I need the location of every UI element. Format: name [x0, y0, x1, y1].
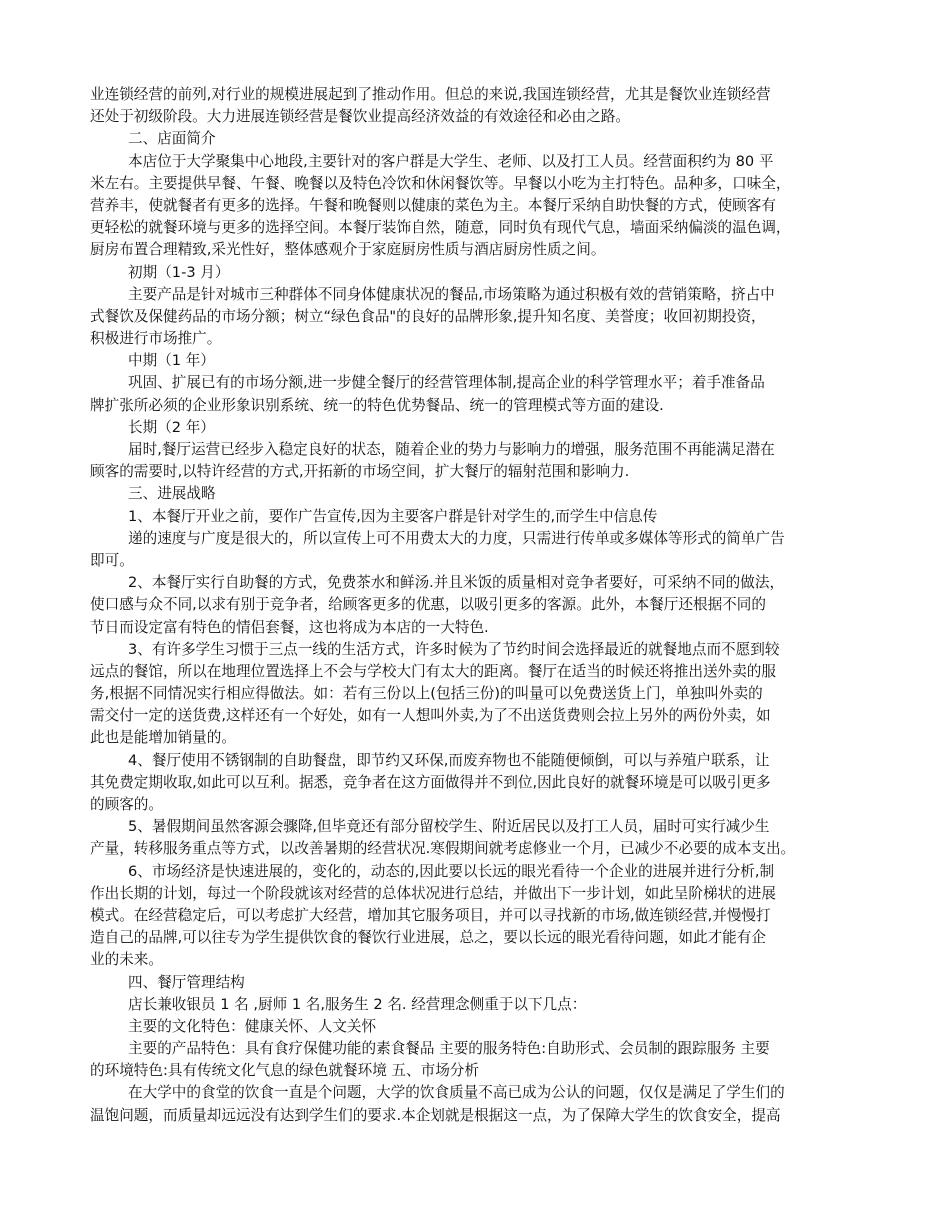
text-line: 温饱问题，而质量却远远没有达到学生们的要求.本企划就是根据这一点，为了保障大学生的饮食安全，提高 [90, 1106, 781, 1124]
text-line: 中期（1 年） [128, 352, 215, 370]
text-line: 届时,餐厅运营已经步入稳定良好的状态，随着企业的势力与影响力的增强，服务范围不再能满足潜在 [128, 441, 775, 458]
text-line: 巩固、扩展已有的市场分额,进一步健全餐厅的经营管理体制,提高企业的科学管理水平；着手准备品 [128, 374, 765, 392]
text-line: 长期（2 年） [128, 418, 215, 436]
text-line: 主要的文化特色：健康关怀、人文关怀 [128, 1017, 377, 1035]
text-line: 本店位于大学聚集中心地段,主要针对的客户群是大学生、老师、以及打工人员。经营面积约为 80 平 [128, 152, 774, 170]
text-line: 的顾客的。 [90, 796, 163, 813]
text-line: 初期（1-3 月） [128, 263, 230, 281]
text-line: 需交付一定的送货费,这样还有一个好处，如有一人想叫外卖,为了不出送货费则会拉上另外的两份外卖，如 [90, 707, 771, 725]
text-line: 业的未来。 [90, 951, 163, 969]
text-line: 模式。在经营稳定后，可以考虑扩大经营，增加其它服务项目，并可以寻找新的市场,做连锁经营,并慢慢打 [90, 906, 771, 924]
text-line: 顾客的需要时,以特许经营的方式,开拓新的市场空间，扩大餐厅的辐射范围和影响力. [90, 463, 630, 481]
text-line: 5、暑假期间虽然客源会骤降,但毕竟还有部分留校学生、附近居民以及打工人员，届时可实行减少生 [128, 818, 770, 836]
text-line: 远点的餐馆，所以在地理位置选择上不会与学校大门有太大的距离。餐厅在适当的时候还将推出送外卖的服 [90, 662, 776, 680]
text-line: 节日而设定富有特色的情侣套餐，这也将成为本店的一大特色. [90, 618, 489, 636]
text-line: 产量，转移服务重点等方式，以改善暑期的经营状况.寒假期间就考虑修业一个月，已减少不必要的成本支出。 [90, 840, 796, 858]
text-line: 式餐饮及保健药品的市场分额；树立“绿色食品"的良好的品牌形象,提升知名度、美誉度；收回初期投资， [90, 307, 766, 325]
text-line: 作出长期的计划，每过一个阶段就该对经营的总体状况进行总结，并做出下一步计划，如此呈阶梯状的进展 [90, 884, 776, 902]
text-line: 3、有许多学生习惯于三点一线的生活方式，许多时候为了节约时间会选择最近的就餐地点而不愿到较 [128, 640, 780, 658]
text-line: 店长兼收银员 1 名 ,厨师 1 名,服务生 2 名. 经营理念侧重于以下几点： [128, 995, 587, 1013]
text-line: 造自己的品牌,可以往专为学生提供饮食的餐饮行业进展，总之，要以长远的眼光看待问题，如此才能有企 [90, 929, 766, 947]
text-line: 还处于初级阶段。大力进展连锁经营是餐饮业提高经济效益的有效途径和必由之路。 [90, 108, 630, 126]
document-page [90, 84, 865, 1127]
text-line: 其免费定期收取,如此可以互利。据悉，竞争者在这方面做得并不到位,因此良好的就餐环境是可以吸引更多 [90, 773, 771, 791]
text-line: 厨房布置合理精致,采光性好，整体感观介于家庭厨房性质与酒店厨房性质之间。 [90, 241, 606, 259]
text-line: 使口感与众不同,以求有别于竞争者，给顾客更多的优惠，以吸引更多的客源。此外，本餐厅还根据不同的 [90, 596, 766, 614]
text-line: 三、进展战略 [128, 485, 216, 503]
text-line: 递的速度与广度是很大的，所以宣传上可不用费太大的力度，只需进行传单或多媒体等形式的简单广告 [128, 529, 785, 547]
text-line: 此也是能增加销量的。 [90, 729, 236, 747]
text-line: 更轻松的就餐环境与更多的选择空间。本餐厅装饰自然，随意，同时负有现代气息，墙面采纳偏淡的温色调， [90, 219, 791, 237]
text-line: 1、本餐厅开业之前，要作广告宣传,因为主要客户群是针对学生的,而学生中信息传 [128, 507, 658, 525]
text-line: 积极进行市场推广。 [90, 330, 222, 348]
text-line: 的环境特色:具有传统文化气息的绿色就餐环境 五、市场分析 [90, 1062, 479, 1080]
text-line: 在大学中的食堂的饮食一直是个问题，大学的饮食质量不高已成为公认的问题，仅仅是满足了学生们的 [128, 1084, 785, 1102]
text-line: 4、餐厅使用不锈钢制的自助餐盘，即节约又环保,而废弃物也不能随便倾倒，可以与养殖户联系，让 [128, 751, 770, 769]
text-line: 牌扩张所必须的企业形象识别系统、统一的特色优势餐品、统一的管理模式等方面的建设. [90, 396, 664, 414]
text-line: 四、餐厅管理结构 [128, 973, 245, 991]
text-line: 务,根据不同情况实行相应得做法。如：若有三份以上(包括三份)的叫量可以免费送货上门，单独叫外卖的 [90, 685, 763, 703]
text-line: 二、店面简介 [128, 130, 216, 148]
text-line: 6、市场经济是快速进展的，变化的，动态的,因此要以长远的眼光看待一个企业的进展并进行分析,制 [128, 862, 775, 880]
text-line: 主要产品是针对城市三种群体不同身体健康状况的餐品,市场策略为通过积极有效的营销策略，挤占中 [128, 285, 775, 303]
text-line: 2、本餐厅实行自助餐的方式，免费茶水和鲜汤.并且米饭的质量相对竞争者要好，可采纳不同的做法， [128, 574, 785, 592]
text-line: 即可。 [90, 551, 134, 569]
text-line: 业连锁经营的前列,对行业的规模进展起到了推动作用。但总的来说,我国连锁经营，尤其是餐饮业连锁经营 [90, 86, 771, 103]
text-line: 主要的产品特色：具有食疗保健功能的素食餐品 主要的服务特色:自助形式、会员制的跟踪服务 主要 [128, 1040, 770, 1058]
text-line: 米左右。主要提供早餐、午餐、晚餐以及特色冷饮和休闲餐饮等。早餐以小吃为主打特色。品种多，口味全， [90, 174, 791, 192]
text-line: 营养丰，使就餐者有更多的选择。午餐和晚餐则以健康的菜色为主。本餐厅采纳自助快餐的方式，使顾客有 [90, 196, 776, 214]
